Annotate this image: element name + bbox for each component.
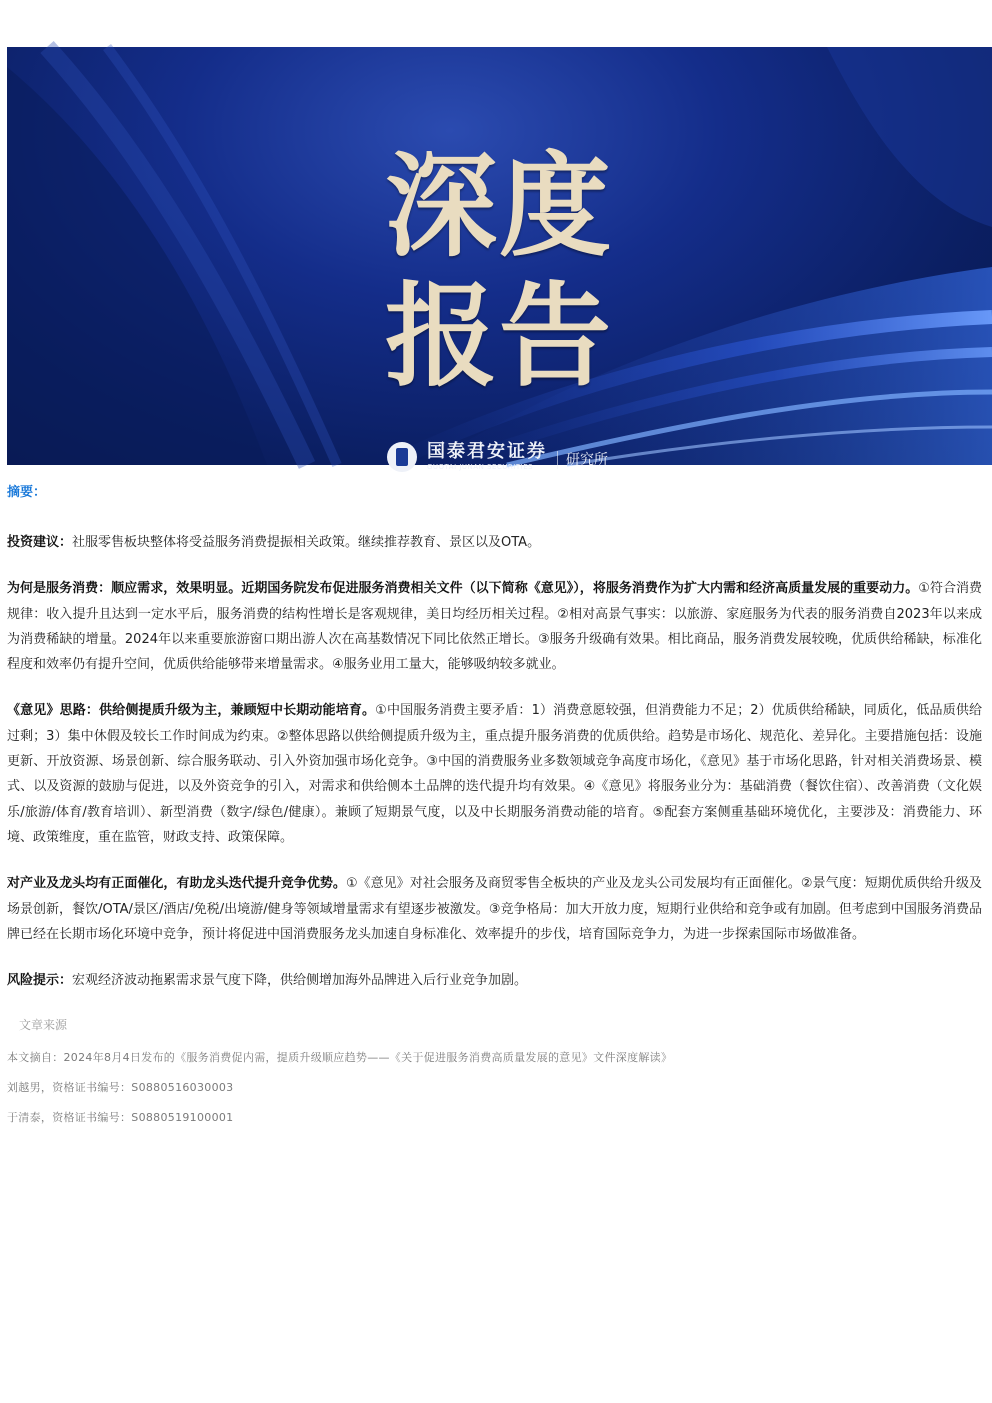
paragraph-lead: 风险提示：	[7, 973, 73, 989]
brand-logo-icon	[387, 442, 417, 472]
banner-title-line1: 深度	[385, 141, 613, 272]
paragraph-lead: 投资建议：	[7, 535, 73, 550]
source-excerpt-note: 本文摘自：2024年8月4日发布的《服务消费促内需，提质升级顺应趋势——《关于促进服务消费高质量发展的意见》文件深度解读》	[7, 1051, 673, 1065]
paragraph-text: ①中国服务消费主要矛盾：1）消费意愿较强，但消费能力不足；2）优质供给稀缺，同质化，低品质供给过剩；3）集中休假及较长工作时间成为约束。②整体思路以供给侧提质升级为主，重点提升服务消费的优质供给。趋势是市场化、规范化、差异化。主要措施包括：设施更新、开放资源、场景创新、综合服务联动、引入外资加强市场化竞争。③中国的消费服务业多数领域竞争高度市场化，《意见》基于市场化思路，针对相关消费场景、模式、以及资源的鼓励与促进，以及外资竞争的引入，对需求和供给侧本土品牌的迭代提升均有效果。④《意见》将服务业分为：基础消费（餐饮住宿）、改善消费（文化娱乐/旅游/体育/教育培训）、新型消费（数字/绿色/健康）。兼顾了短期景气度，以及中长期服务消费动能的培育。⑤配套方案侧重基础环境优化，主要涉及：消费能力、环境、政策维度，重在监管，财政支持、政策保障。	[7, 703, 982, 845]
paragraph-industry-impact	[7, 871, 982, 947]
paragraph-text: ①《意见》对社会服务及商贸零售全板块的产业及龙头公司发展均有正面催化。②景气度：短期优质供给升级及场景创新，餐饮/OTA/景区/酒店/免税/出境游/健身等领域增量需求有望逐步被激发。③竞争格局：加大开放力度，短期行业供给和竞争或有加剧。但考虑到中国服务消费品牌已经在长期市场化环境中竞争，预计将促进中国消费服务龙头加速自身标准化、效率提升的步伐，培育国际竞争力，为进一步探索国际市场做准备。	[7, 876, 982, 942]
paragraph-lead: 为何是服务消费：顺应需求，效果明显。近期国务院发布促进服务消费相关文件（以下简称《意见》），将服务消费作为扩大内需和经济高质量发展的重要动力。	[7, 581, 919, 597]
paragraph-lead: 对产业及龙头均有正面催化，有助龙头迭代提升竞争优势。	[7, 876, 346, 892]
brand-name-en: GUOTAI JUNAN SECURITIES	[427, 463, 534, 471]
banner-title	[385, 142, 635, 402]
paragraph-text: 宏观经济波动拖累需求景气度下降，供给侧增加海外品牌进入后行业竞争加剧。	[72, 973, 528, 989]
paragraph-investment-advice	[7, 530, 982, 555]
report-banner	[7, 47, 992, 471]
paragraph-risk-warning	[7, 968, 982, 993]
brand-name-cn: 国泰君安证券	[427, 441, 547, 462]
banner-title-line2: 报告	[385, 271, 613, 402]
paragraph-text: ①符合消费规律：收入提升且达到一定水平后，服务消费的结构性增长是客观规律，美日均经历相关过程。②相对高景气事实：以旅游、家庭服务为代表的服务消费自2023年以来成为消费稀缺的增量。2024年以来重要旅游窗口期出游人次在高基数情况下同比依然正增长。③服务升级确有效果。相比商品，服务消费发展较晚，优质供给稀缺，标准化程度和效率仍有提升空间，优质供给能够带来增量需求。④服务业用工量大，能够吸纳较多就业。	[7, 581, 982, 673]
paragraph-lead: 《意见》思路：供给侧提质升级为主，兼顾短中长期动能培育。	[7, 703, 376, 719]
article-source-label: 文章来源	[19, 1018, 68, 1033]
analyst-credential: 刘越男，资格证书编号：S0880516030003	[7, 1081, 234, 1095]
brand-logo	[387, 440, 608, 474]
brand-institute: 研究所	[557, 451, 608, 469]
paragraph-why-service-consumption	[7, 576, 982, 677]
paragraph-opinion-approach	[7, 698, 982, 850]
brand-logo-text	[427, 442, 547, 472]
article-body	[7, 480, 982, 1140]
paragraph-text: 社服零售板块整体将受益服务消费提振相关政策。继续推荐教育、景区以及OTA。	[72, 535, 541, 550]
analyst-credential: 于清泰，资格证书编号：S0880519100001	[7, 1111, 234, 1125]
abstract-label: 摘要：	[7, 485, 47, 500]
